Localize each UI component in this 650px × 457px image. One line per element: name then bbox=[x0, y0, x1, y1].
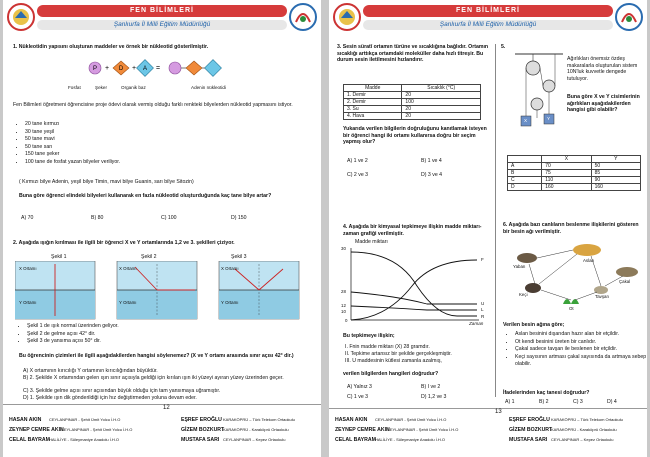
table-header: Y bbox=[591, 156, 640, 163]
table-row[interactable] bbox=[508, 163, 641, 170]
footer-name: HASAN AKIN bbox=[9, 417, 42, 423]
table-header: X bbox=[542, 156, 591, 163]
nucleotide-diagram bbox=[83, 52, 253, 90]
page-subtitle: Şanlıurfa İl Milli Eğitim Müdürlüğü bbox=[363, 20, 613, 30]
list-item: • Aslan besinini dışarıdan hazır alan bir etçildir. bbox=[515, 331, 647, 339]
label-adenin-nukleotidi: Adenin nükleotidi bbox=[191, 85, 226, 90]
table-cell: B bbox=[508, 170, 542, 177]
q6-bullets bbox=[505, 331, 647, 369]
meb-logo bbox=[6, 2, 36, 32]
q1-stem: 1. Nükleotidin yapısını oluşturan maddeler ve örnek bir nükleotid gösterilmiştir. bbox=[13, 44, 209, 50]
table-cell: 20 bbox=[402, 92, 481, 99]
svg-text:+: + bbox=[132, 65, 137, 72]
q2-option-a[interactable]: A) X ortamının kırıcılığı Y ortamının kırıcılığından büyüktür. bbox=[23, 368, 158, 374]
footer-school: CEYLANPINAR - Şehit Ümit Yolcu İ.H.O bbox=[61, 427, 133, 432]
figure-3-title: Şekil 3 bbox=[231, 254, 247, 260]
y-tick: 30 bbox=[341, 246, 346, 251]
svg-text:=: = bbox=[156, 65, 161, 72]
left-page bbox=[3, 0, 321, 457]
table-header: Madde bbox=[344, 85, 402, 92]
list-item: • 20 tane kırmızı bbox=[25, 121, 225, 129]
series-r-label: R bbox=[481, 314, 485, 319]
q1-items bbox=[15, 121, 225, 166]
q5-question: Buna göre X ve Y cisimlerinin ağırlıkları aşağıdakilerden hangisi gibi olabilir? bbox=[567, 94, 640, 114]
curve-f bbox=[351, 260, 477, 320]
table-cell: 160 bbox=[542, 184, 591, 191]
page-footer bbox=[3, 404, 321, 457]
food-web-label: Ot bbox=[569, 306, 574, 311]
fig1-bottom-label: Y Ortamı bbox=[19, 300, 37, 305]
q2-bullets bbox=[17, 323, 277, 346]
list-item: • 30 tane yeşil bbox=[25, 129, 225, 137]
list-item: • 100 tane de fosfat yazan bilyeler veriliyor. bbox=[25, 159, 225, 167]
series-l-label: L bbox=[481, 307, 484, 312]
q4-option-b[interactable]: B) I ve 2 bbox=[421, 384, 441, 390]
list-item: • Keçi sayısının artması çakal sayısında da artmaya sebep olabilir. bbox=[515, 354, 647, 369]
footer-name: ZEYNEP CEMRE AKIN bbox=[9, 427, 64, 433]
food-web-diagram bbox=[505, 236, 643, 314]
footer-school: CEYLANPINAR - Şehit Ümit Yolcu İ.H.O bbox=[375, 417, 447, 422]
q3-option-a[interactable]: A) 1 ve 2 bbox=[347, 158, 368, 164]
table-cell: 90 bbox=[591, 177, 640, 184]
q4-info-1: I. Fnin madde miktarı (X) 28 gramdır. bbox=[345, 344, 430, 350]
table-cell: 100 bbox=[402, 99, 481, 106]
food-web-label: Çakal bbox=[619, 279, 631, 284]
footer-school: CEYLANPINAR – Kepez Ortaokulu bbox=[223, 437, 286, 442]
weight-y-label: Y bbox=[547, 116, 551, 121]
series-f-label: F bbox=[481, 257, 484, 262]
food-web-label: Tavşan bbox=[595, 294, 609, 299]
mol-a: A bbox=[142, 66, 148, 72]
table-header: Sıcaklık (°C) bbox=[402, 85, 481, 92]
footer-name: GİZEM BOZKURT bbox=[509, 427, 553, 433]
right-page bbox=[329, 0, 647, 457]
table-cell: 2. Demir bbox=[344, 99, 402, 106]
food-web-label: Yaban bbox=[513, 264, 526, 269]
table-cell: C bbox=[508, 177, 542, 184]
footer-name: CELAL BAYRAM bbox=[335, 437, 376, 443]
q4-option-d[interactable]: D) 1,2 ve 3 bbox=[421, 394, 447, 400]
q3-stem: 3. Sesin süratî ortamın türüne ve sıcaklığına bağlıdır. Ortamın sıcaklığı arttıkça ortamdaki moleküller daha hızlı titreşir. Bu durum sesin iletilmesini hızlandırır. bbox=[337, 44, 489, 64]
page-title: FEN BİLİMLERİ bbox=[37, 5, 287, 17]
y-tick: 0 bbox=[345, 318, 348, 323]
q6-option-a[interactable]: A) 1 bbox=[505, 399, 515, 405]
table-row[interactable] bbox=[508, 177, 641, 184]
footer-school: CEYLANPINAR – Kepez Ortaokulu bbox=[551, 437, 614, 442]
table-header bbox=[508, 156, 542, 163]
q4-info-2: II. Tepkime artansız bir şekilde gerçekleşmiştir. bbox=[345, 351, 452, 357]
q4-info-3: III. U maddesinin kütlesi zamanla azalmış, bbox=[345, 358, 442, 364]
food-web-label: Aslan bbox=[583, 258, 594, 263]
footer-school: KARAKÖPRÜ - Karaköprü Ortaokulu bbox=[223, 427, 289, 432]
table-cell: 75 bbox=[542, 170, 591, 177]
meb-logo bbox=[332, 2, 362, 32]
page-footer bbox=[329, 408, 647, 457]
list-item: • 50 tane mavi bbox=[25, 136, 225, 144]
page-header bbox=[3, 0, 321, 40]
footer-school: HALİLİYE - Süleymaniye Anadolu İ.H.O bbox=[375, 437, 446, 442]
footer-school: CEYLANPINAR - Şehit Ümit Yolcu İ.H.O bbox=[387, 427, 459, 432]
q3-option-d[interactable]: D) 3 ve 4 bbox=[421, 172, 443, 178]
curve-l bbox=[351, 306, 477, 310]
table-cell: 4. Hava bbox=[344, 113, 402, 120]
q6-given: Verilen besin ağına göre; bbox=[503, 322, 565, 328]
q2-option-c[interactable]: C) 3. Şekilde gelme açısı sınır açısından büyük olduğu için tam yansımaya uğramıştır. bbox=[23, 388, 221, 394]
mol-p: P bbox=[92, 66, 98, 72]
footer-name: ZEYNEP CEMRE AKIN bbox=[335, 427, 390, 433]
footer-school: HALİLİYE - Süleymaniye Anadolu İ.H.O bbox=[49, 437, 120, 442]
list-item: • Şekil 1 de ışık normal üzerinden geliyor. bbox=[27, 323, 277, 331]
table-cell: 3. Su bbox=[344, 106, 402, 113]
table-cell: 20 bbox=[402, 106, 481, 113]
table-cell: 160 bbox=[591, 184, 640, 191]
table-row[interactable] bbox=[508, 170, 641, 177]
q4-option-c[interactable]: C) 1 ve 3 bbox=[347, 394, 369, 400]
table-cell: 1. Demir bbox=[344, 92, 402, 99]
table-row bbox=[344, 106, 481, 113]
rabbit-figure bbox=[594, 286, 608, 294]
footer-name: HASAN AKIN bbox=[335, 417, 368, 423]
refraction-figures bbox=[15, 261, 310, 321]
table-cell: 50 bbox=[591, 163, 640, 170]
fig3-top-label: X Ortamı bbox=[221, 266, 239, 271]
lion-figure bbox=[573, 244, 601, 256]
curve-u bbox=[351, 292, 477, 304]
school-logo bbox=[288, 2, 318, 32]
q1-option-d[interactable]: D) 150 bbox=[231, 215, 247, 221]
footer-school: CEYLANPINAR - Şehit Ümit Yolcu İ.H.O bbox=[49, 417, 121, 422]
q4-stem: 4. Aşağıda bir kimyasal tepkimeye ilişkin madde miktarı-zaman grafiği verilmiştir. bbox=[343, 224, 482, 237]
page-title: FEN BİLİMLERİ bbox=[363, 5, 613, 17]
q6-stem: 6. Aşağıda bazı canlıların beslenme ilişkilerini gösteren bir besin ağı verilmiştir. bbox=[503, 222, 639, 235]
table-row bbox=[344, 92, 481, 99]
list-item: • Çakal sadece tavşan ile beslenen bir etçildir. bbox=[515, 346, 647, 354]
q1-note: ( Kırmızı bilye Adenin, yeşil bilye Timin, mavi bilye Guanin, sarı bilye Sitozin) bbox=[19, 179, 194, 185]
pulley-diagram bbox=[513, 52, 565, 130]
q4-xlabel: Zaman bbox=[469, 321, 484, 326]
fig1-top-label: X Ortamı bbox=[19, 266, 37, 271]
list-item: • 150 tane şeker bbox=[25, 151, 225, 159]
q5-stem: Ağırlıkları önemsiz özdeş makaralarla oluşturulan sistem 10N'luk kuvvetle dengede tutuluyor. bbox=[567, 56, 638, 82]
q5-table bbox=[507, 155, 641, 191]
footer-name: CELAL BAYRAM bbox=[9, 437, 50, 443]
q1-option-a[interactable]: A) 70 bbox=[21, 215, 34, 221]
q4-graph bbox=[337, 246, 487, 326]
table-row bbox=[344, 99, 481, 106]
fig3-bottom-label: Y Ortamı bbox=[221, 300, 239, 305]
y-tick: 12 bbox=[341, 303, 346, 308]
fig2-top-label: X Ortamı bbox=[119, 266, 137, 271]
label-fosfat: Fosfat bbox=[68, 85, 81, 90]
table-cell: 20 bbox=[402, 113, 481, 120]
q6-question: İfadelerinden kaç tanesi doğrudur? bbox=[503, 390, 590, 396]
q1-option-c[interactable]: C) 100 bbox=[161, 215, 177, 221]
q3-table bbox=[343, 84, 481, 120]
q2-question: Bu öğrencinin çizimleri ile ilgili aşağıdakilerden hangisi söylenemez? (X ve Y ortamı arasında sınır açısı 42° dir.) bbox=[19, 353, 294, 359]
table-cell: 85 bbox=[591, 170, 640, 177]
footer-school: KARAKÖPRÜ – Türk Telekom Ortaokulu bbox=[223, 417, 295, 422]
q5-number: 5. bbox=[501, 44, 506, 50]
label-organik-baz: Organik baz bbox=[121, 85, 146, 90]
q4-ylabel: Madde miktarı bbox=[355, 239, 388, 245]
svg-text:+: + bbox=[105, 65, 110, 72]
figure-1-title: Şekil 1 bbox=[51, 254, 67, 260]
q6-option-b[interactable]: B) 2 bbox=[539, 399, 549, 405]
q4-question: verilen bilgilerden hangileri doğrudur? bbox=[343, 371, 439, 377]
q2-option-b[interactable]: B) 2. Şekilde X ortamından gelen ışın sınır açısıyla geldiği için kırılan ışın iki yüzeyi ayıran yüzey üzerinden geçer. bbox=[23, 375, 284, 381]
table-row[interactable] bbox=[508, 184, 641, 191]
list-item: • Şekil 3 de yansıma açısı 50° dir. bbox=[27, 338, 277, 346]
q2-stem: 2. Aşağıda ışığın kırılması ile ilgili bir öğrenci X ve Y ortamlarında 1,2 ve 3. şekilleri çiziyor. bbox=[13, 240, 235, 246]
page-subtitle: Şanlıurfa İl Milli Eğitim Müdürlüğü bbox=[37, 20, 287, 30]
y-tick: 10 bbox=[341, 309, 346, 314]
figure-2-title: Şekil 2 bbox=[141, 254, 157, 260]
food-web-label: Keçi bbox=[519, 292, 528, 297]
q1-option-b[interactable]: B) 80 bbox=[91, 215, 104, 221]
q2-option-d[interactable]: D) 1. Şekilde ışın dik gönderildiği için hız değiştirmeden yoluna devam eder. bbox=[23, 395, 313, 402]
fig2-bottom-label: Y Ortamı bbox=[119, 300, 137, 305]
page-header bbox=[329, 0, 647, 40]
q3-option-c[interactable]: C) 2 ve 3 bbox=[347, 172, 369, 178]
table-cell: 70 bbox=[542, 163, 591, 170]
footer-name: MUSTAFA SARI bbox=[181, 437, 220, 443]
list-item: • Ot kendi besinini üreten bir canlıdır. bbox=[515, 339, 647, 347]
label-seker: Şeker bbox=[95, 85, 108, 90]
q6-option-c[interactable]: C) 3 bbox=[573, 399, 583, 405]
footer-name: EŞREF EROĞLU bbox=[181, 417, 222, 423]
table-cell: 110 bbox=[542, 177, 591, 184]
column-divider bbox=[495, 44, 496, 397]
footer-name: MUSTAFA SARI bbox=[509, 437, 548, 443]
mol-d: D bbox=[118, 66, 124, 72]
q4-info-title: Bu tepkimeye ilişkin; bbox=[343, 333, 395, 339]
q4-option-a[interactable]: A) Yalnız 3 bbox=[347, 384, 372, 390]
q1-intro: Fen Bilimleri öğretmeni öğrencisine proje ödevi olarak vermiş olduğu farklı renkteki bilyelerden nükleotid yapmasını istiyor. bbox=[13, 102, 293, 108]
q6-option-d[interactable]: D) 4 bbox=[607, 399, 617, 405]
list-item: • 50 tane sarı bbox=[25, 144, 225, 152]
q3-option-b[interactable]: B) 1 ve 4 bbox=[421, 158, 442, 164]
table-cell: A bbox=[508, 163, 542, 170]
footer-name: GİZEM BOZKURT bbox=[181, 427, 225, 433]
y-tick: 28 bbox=[341, 289, 346, 294]
footer-school: KARAKÖPRÜ – Türk Telekom Ortaokulu bbox=[551, 417, 623, 422]
table-cell: D bbox=[508, 184, 542, 191]
weight-x-label: X bbox=[524, 118, 528, 123]
q1-question: Buna göre öğrenci elindeki bilyeleri kullanarak en fazla nükleotid oluşturduğunda kaç tane bilye artar? bbox=[19, 193, 272, 199]
q3-question: Yukarıda verilen bilgilerin doğruluğunu kanıtlamak isteyen bir öğrenci hangi iki ortamı kullanırsa doğru bir seçim yapmış olur? bbox=[343, 126, 487, 146]
page-number: 13 bbox=[495, 409, 502, 415]
jackal-figure bbox=[616, 267, 638, 277]
list-item: • Şekil 2 de gelme açısı 42° dir. bbox=[27, 331, 277, 339]
page-number: 12 bbox=[163, 405, 170, 411]
school-logo bbox=[614, 2, 644, 32]
footer-school: KARAKÖPRÜ - Karaköprü Ortaokulu bbox=[551, 427, 617, 432]
series-u-label: U bbox=[481, 301, 485, 306]
table-row bbox=[344, 113, 481, 120]
footer-name: EŞREF EROĞLU bbox=[509, 417, 550, 423]
wild-figure bbox=[517, 253, 537, 263]
